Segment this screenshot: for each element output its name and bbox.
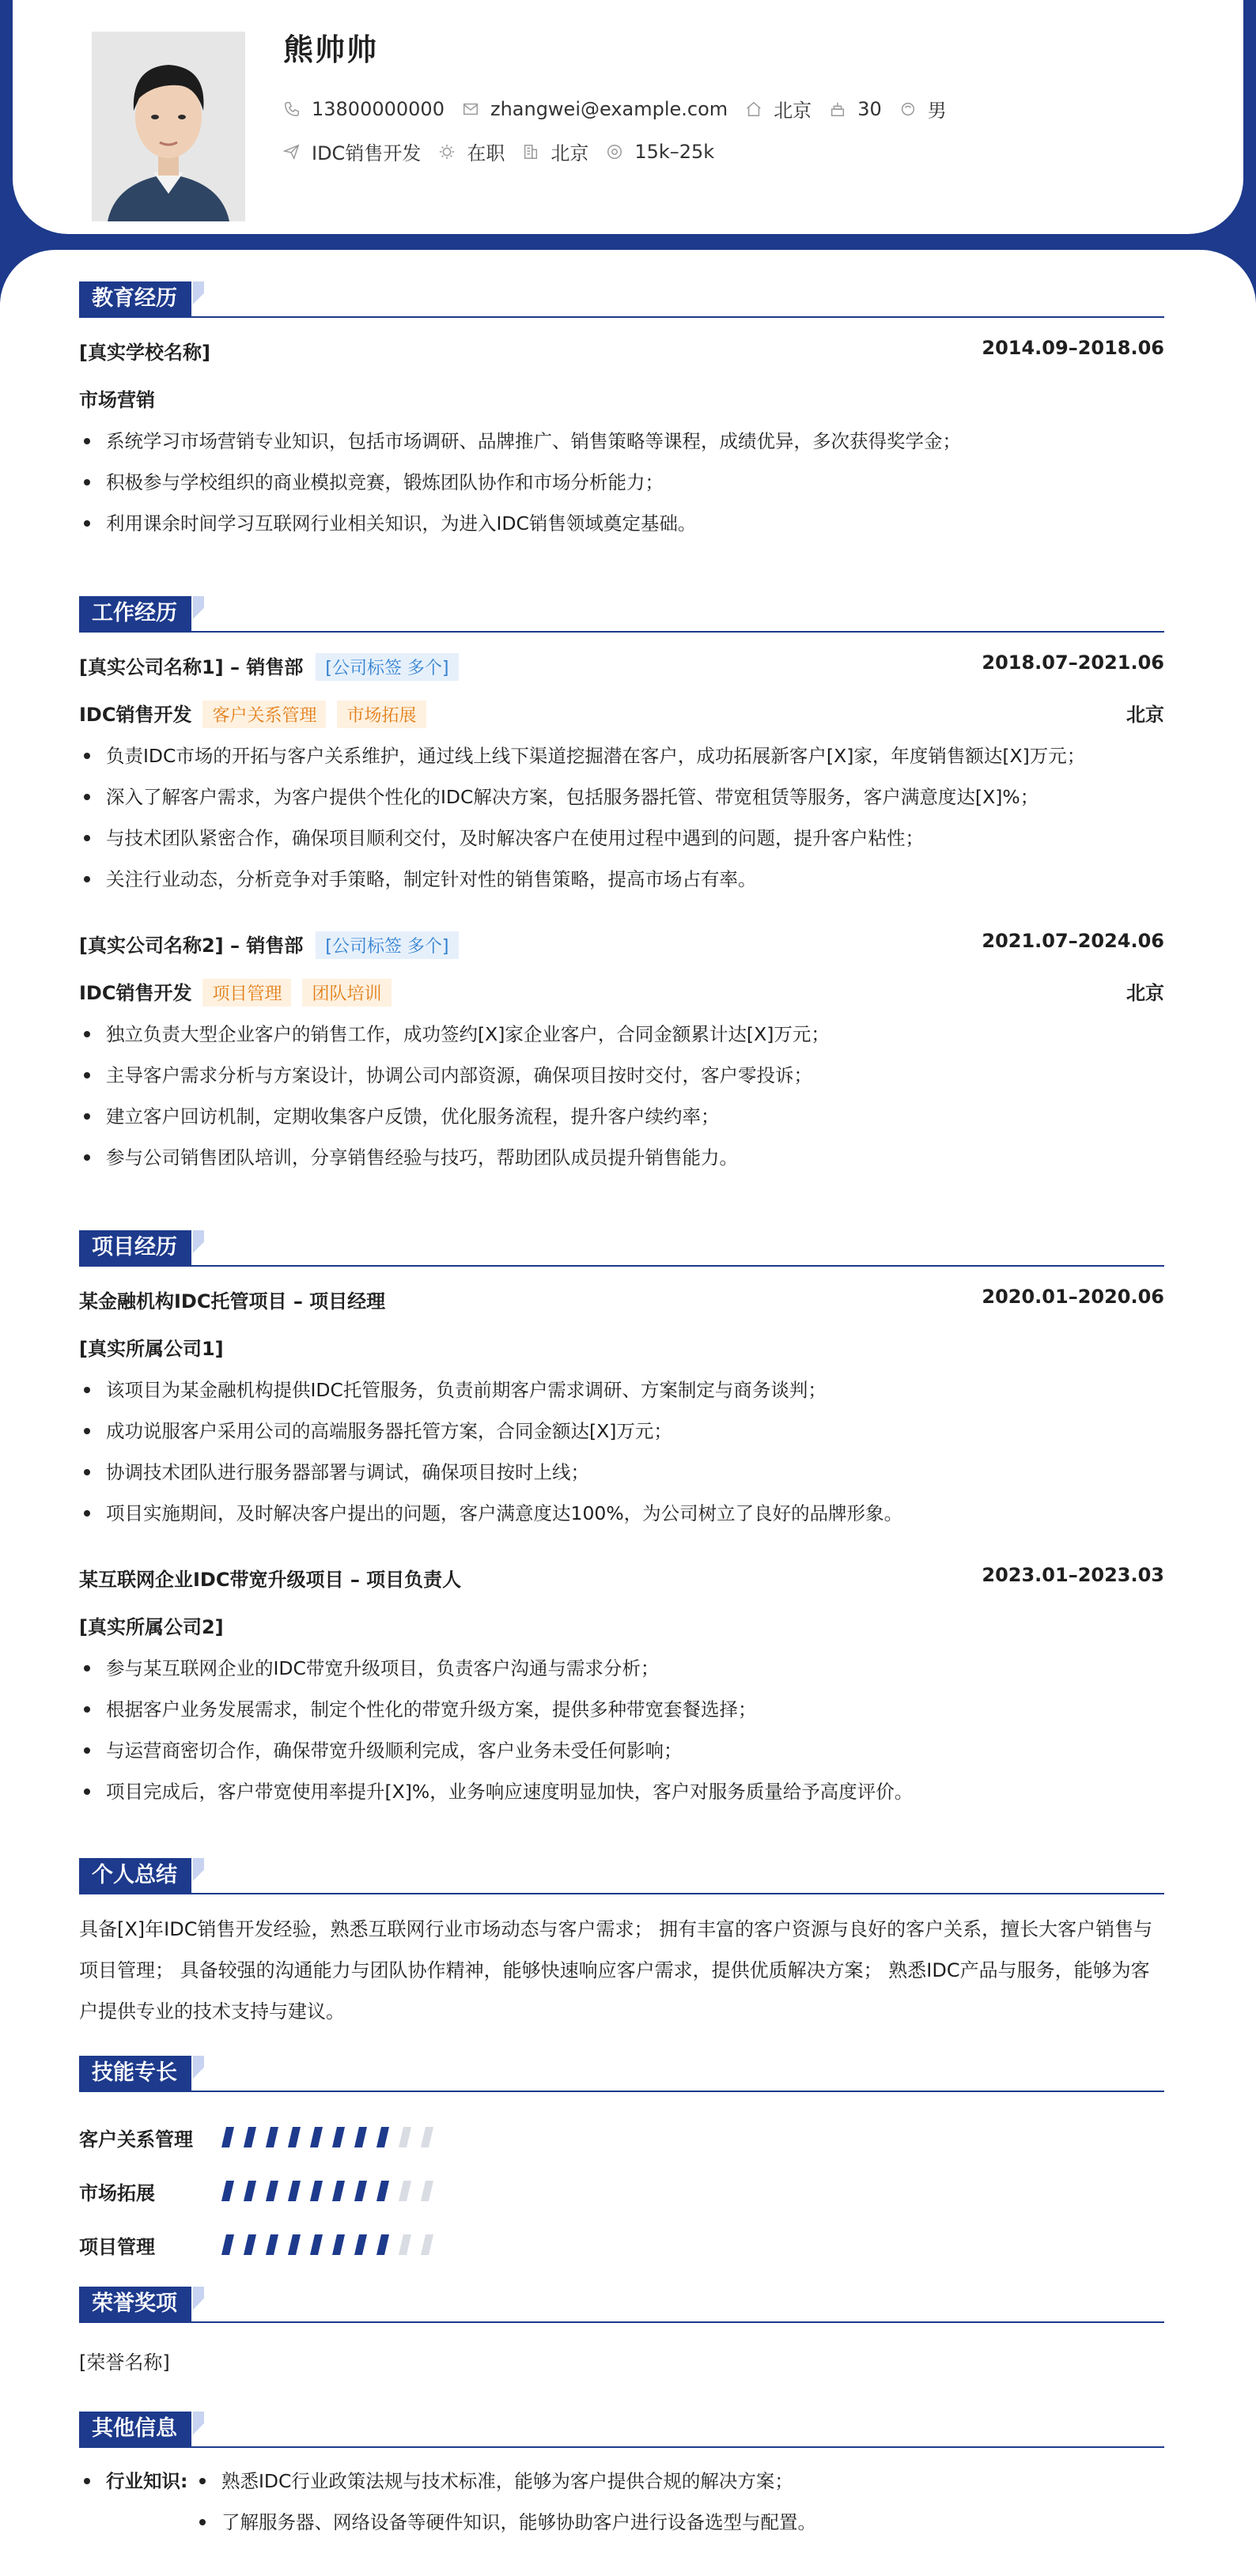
section-title: 个人总结 — [79, 1858, 191, 1893]
section-title-decoration — [193, 1230, 204, 1265]
work-section — [79, 596, 1164, 1181]
company-tag: [公司标签 多个] — [316, 653, 458, 681]
skill-level-segment — [399, 2127, 411, 2147]
job-date: 2018.07–2021.06 — [982, 652, 1164, 674]
job-role — [79, 699, 426, 728]
list-item: 负责IDC市场的开拓与客户关系维护，通过线上线下渠道挖掘潜在客户，成功拓展新客户[X]家，年度销售额达[X]万元； — [79, 735, 1164, 776]
list-item: 协调技术团队进行服务器部署与调试，确保项目按时上线； — [79, 1452, 1164, 1493]
skill-level-segment — [288, 2181, 301, 2201]
skill-level-segment — [332, 2181, 345, 2201]
phone-icon — [283, 100, 301, 118]
other-label: 行业知识: — [79, 2461, 237, 2502]
list-item: 系统学习市场营销专业知识，包括市场调研、品牌推广、销售策略等课程，成绩优异，多次获得奖学金； — [79, 421, 1164, 462]
list-item: 了解服务器、网络设备等硬件知识，能够协助客户进行设备选型与配置。 — [195, 2502, 1164, 2543]
skill-level-segment — [288, 2234, 301, 2255]
phone-text: 13800000000 — [312, 97, 445, 120]
list-item: 参与公司销售团队培训，分享销售经验与技巧，帮助团队成员提升销售能力。 — [79, 1137, 1164, 1178]
skill-level-segment — [354, 2181, 367, 2201]
skill-level-bar — [221, 2127, 443, 2147]
skill-tag: 团队培训 — [302, 979, 391, 1007]
skill-level-segment — [399, 2181, 411, 2201]
salary-text: 15k–25k — [634, 140, 715, 163]
skill-level-bar — [221, 2234, 443, 2255]
skill-level-segment — [221, 2181, 234, 2201]
section-header — [79, 281, 1164, 318]
skill-level-segment — [244, 2181, 256, 2201]
job-company — [79, 930, 459, 959]
section-header — [79, 2056, 1164, 2092]
location-item — [745, 95, 811, 123]
skill-level-segment — [266, 2181, 278, 2201]
list-item: 利用课余时间学习互联网行业相关知识，为进入IDC销售领域奠定基础。 — [79, 503, 1164, 544]
skill-level-segment — [221, 2127, 234, 2147]
building-icon — [522, 143, 539, 161]
job-intent-row — [283, 138, 732, 165]
mail-icon — [462, 100, 479, 118]
skill-level-segment — [310, 2127, 323, 2147]
education-section — [79, 281, 1164, 534]
skill-name: 客户关系管理 — [79, 2128, 193, 2151]
section-title: 项目经历 — [79, 1230, 191, 1265]
other-items — [195, 2461, 1164, 2543]
project-name: 某互联网企业IDC带宽升级项目 – 项目负责人 — [79, 1569, 462, 1591]
section-title-decoration — [193, 2287, 204, 2321]
contact-row — [283, 95, 964, 123]
list-item: 独立负责大型企业客户的销售工作，成功签约[X]家企业客户，合同金额累计达[X]万元； — [79, 1014, 1164, 1055]
honors-section — [79, 2287, 1164, 2389]
position-item — [283, 138, 421, 165]
skill-name: 市场拓展 — [79, 2182, 155, 2204]
education-date: 2014.09–2018.06 — [982, 337, 1164, 359]
salary-item — [606, 141, 714, 163]
list-item: 项目完成后，客户带宽使用率提升[X]%，业务响应速度明显加快，客户对服务质量给予高度评价。 — [79, 1771, 1164, 1812]
skill-level-segment — [332, 2234, 345, 2255]
skill-level-segment — [266, 2234, 278, 2255]
status-text: 在职 — [467, 142, 505, 164]
skill-level-segment — [354, 2127, 367, 2147]
skill-level-segment — [421, 2234, 433, 2255]
plane-icon — [283, 143, 301, 161]
skills-section — [79, 2056, 1164, 2293]
phone-item — [283, 98, 445, 120]
company-tag: [公司标签 多个] — [316, 931, 458, 959]
city-text: 北京 — [550, 142, 589, 164]
gender-icon — [899, 100, 917, 118]
list-item: 与技术团队紧密合作，确保项目顺利交付，及时解决客户在使用过程中遇到的问题，提升客户粘性； — [79, 818, 1164, 859]
skill-level-segment — [221, 2234, 234, 2255]
skill-level-segment — [266, 2127, 278, 2147]
skill-level-segment — [376, 2127, 389, 2147]
skill-level-segment — [310, 2234, 323, 2255]
portrait-image — [92, 32, 245, 221]
section-header — [79, 596, 1164, 633]
section-title-decoration — [193, 281, 204, 316]
location-text: 北京 — [774, 100, 812, 122]
skill-tag: 项目管理 — [202, 979, 291, 1007]
gender-item — [899, 95, 947, 123]
job-company — [79, 652, 459, 681]
company-name: [真实公司名称1] – 销售部 — [79, 656, 304, 678]
project-name: 某金融机构IDC托管项目 – 项目经理 — [79, 1290, 386, 1313]
list-item: 熟悉IDC行业政策法规与技术标准，能够为客户提供合规的解决方案； — [195, 2461, 1164, 2502]
projects-section — [79, 1230, 1164, 1815]
list-item: 与运营商密切合作，确保带宽升级顺利完成，客户业务未受任何影响； — [79, 1730, 1164, 1771]
skill-level-segment — [376, 2234, 389, 2255]
section-header — [79, 1858, 1164, 1894]
summary-line: 项目管理； 具备较强的沟通能力与团队协作精神，能够快速响应客户需求，提供优质解决方案； 熟悉IDC产品与服务，能够为客 — [79, 1959, 1150, 1981]
project-company: [真实所属公司2] — [79, 1616, 224, 1638]
project-bullets — [79, 1369, 1164, 1534]
section-title: 荣誉奖项 — [79, 2287, 191, 2321]
section-header — [79, 2287, 1164, 2323]
job-date: 2021.07–2024.06 — [982, 930, 1164, 952]
list-item: 积极参与学校组织的商业模拟竞赛，锻炼团队协作和市场分析能力； — [79, 462, 1164, 503]
company-name: [真实公司名称2] – 销售部 — [79, 935, 304, 957]
home-icon — [745, 100, 762, 118]
job-bullets — [79, 735, 1164, 900]
job-bullets — [79, 1014, 1164, 1178]
list-item: 成功说服客户采用公司的高端服务器托管方案，合同金额达[X]万元； — [79, 1411, 1164, 1452]
honor-name: [荣誉名称] — [79, 2351, 170, 2374]
other-section — [79, 2412, 1164, 2570]
skill-level-segment — [421, 2127, 433, 2147]
position-text: IDC销售开发 — [312, 142, 422, 164]
age-text: 30 — [857, 97, 882, 120]
job-role — [79, 977, 392, 1007]
gender-text: 男 — [927, 100, 947, 122]
job-city: 北京 — [1126, 704, 1164, 726]
summary-line: 具备[X]年IDC销售开发经验，熟悉互联网行业市场动态与客户需求； 拥有丰富的客户资源与良好的客户关系，擅长大客户销售与 — [79, 1918, 1153, 1940]
section-title-decoration — [193, 2056, 204, 2091]
summary-line: 户提供专业的技术支持与建议。 — [79, 2000, 345, 2023]
list-item: 参与某互联网企业的IDC带宽升级项目，负责客户沟通与需求分析； — [79, 1648, 1164, 1689]
list-item: 深入了解客户需求，为客户提供个性化的IDC解决方案，包括服务器托管、带宽租赁等服务，客户满意度达[X]%； — [79, 776, 1164, 818]
role-name: IDC销售开发 — [79, 982, 192, 1004]
project-company: [真实所属公司1] — [79, 1338, 224, 1360]
skill-tag: 客户关系管理 — [202, 701, 326, 728]
skill-level-segment — [288, 2127, 301, 2147]
skill-level-segment — [421, 2181, 433, 2201]
job-city: 北京 — [1126, 982, 1164, 1004]
school-name: [真实学校名称] — [79, 342, 210, 364]
role-name: IDC销售开发 — [79, 704, 192, 726]
list-item: 主导客户需求分析与方案设计，协调公司内部资源，确保项目按时交付，客户零投诉； — [79, 1055, 1164, 1096]
project-bullets — [79, 1648, 1164, 1812]
list-item: 建立客户回访机制，定期收集客户反馈，优化服务流程，提升客户续约率； — [79, 1096, 1164, 1137]
age-item — [829, 98, 882, 120]
profile-header — [13, 0, 1243, 234]
section-title: 教育经历 — [79, 281, 191, 316]
project-date: 2020.01–2020.06 — [982, 1286, 1164, 1308]
summary-section — [79, 1858, 1164, 2048]
avatar — [92, 32, 245, 221]
skill-tag: 市场拓展 — [337, 701, 426, 728]
summary-text — [79, 1909, 1164, 2032]
city-item — [522, 138, 588, 165]
skill-level-segment — [399, 2234, 411, 2255]
skill-level-segment — [244, 2234, 256, 2255]
status-item — [438, 138, 505, 165]
cake-icon — [829, 100, 846, 118]
skill-level-segment — [354, 2234, 367, 2255]
resume-body — [0, 250, 1256, 2576]
email-text: zhangwei@example.com — [490, 97, 728, 120]
skill-level-segment — [310, 2181, 323, 2201]
section-title-decoration — [193, 1858, 204, 1893]
email-item — [462, 98, 728, 120]
salary-icon — [606, 143, 623, 161]
section-title-decoration — [193, 2412, 204, 2446]
skill-name: 项目管理 — [79, 2236, 155, 2258]
skill-level-segment — [332, 2127, 345, 2147]
status-icon — [438, 143, 456, 161]
list-item: 该项目为某金融机构提供IDC托管服务，负责前期客户需求调研、方案制定与商务谈判； — [79, 1369, 1164, 1411]
section-title-decoration — [193, 596, 204, 631]
section-title: 其他信息 — [79, 2412, 191, 2446]
list-item: 根据客户业务发展需求，制定个性化的带宽升级方案，提供多种带宽套餐选择； — [79, 1689, 1164, 1730]
major: 市场营销 — [79, 389, 155, 411]
skill-level-segment — [244, 2127, 256, 2147]
candidate-name: 熊帅帅 — [283, 32, 379, 67]
section-title: 技能专长 — [79, 2056, 191, 2091]
section-header — [79, 1230, 1164, 1267]
skill-level-bar — [221, 2181, 443, 2201]
section-title: 工作经历 — [79, 596, 191, 631]
skill-level-segment — [376, 2181, 389, 2201]
list-item: 关注行业动态，分析竞争对手策略，制定针对性的销售策略，提高市场占有率。 — [79, 859, 1164, 900]
section-header — [79, 2412, 1164, 2448]
education-bullets — [79, 421, 1164, 544]
project-date: 2023.01–2023.03 — [982, 1564, 1164, 1586]
list-item: 项目实施期间，及时解决客户提出的问题，客户满意度达100%，为公司树立了良好的品牌形象。 — [79, 1493, 1164, 1534]
